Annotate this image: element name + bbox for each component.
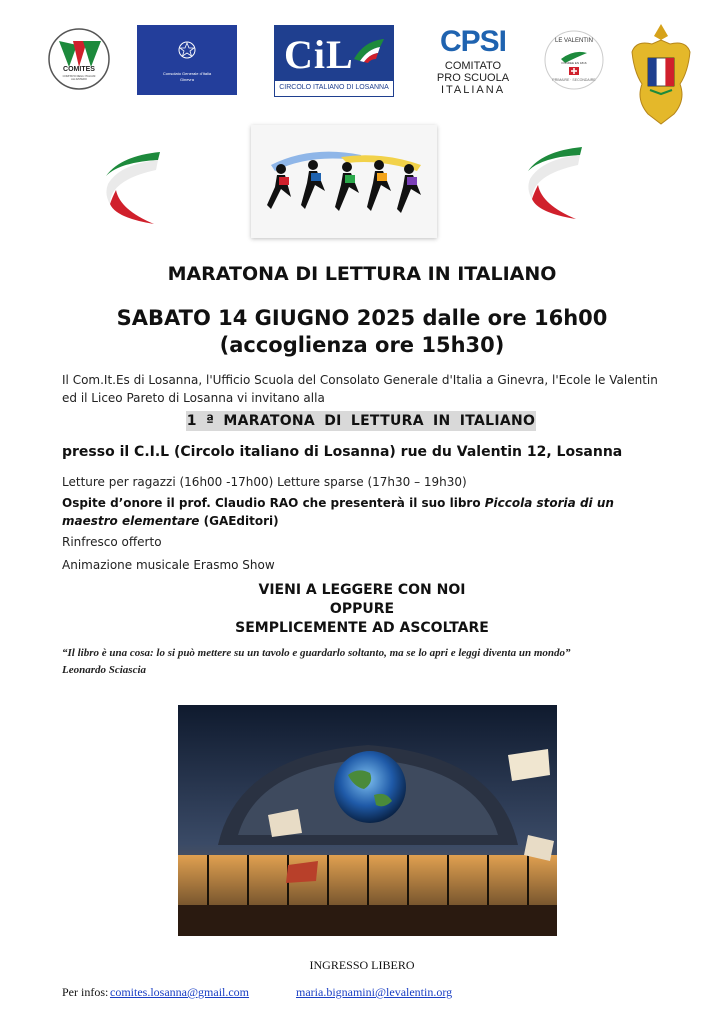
call-line3: SEMPLICEMENTE AD ASCOLTARE — [235, 620, 489, 636]
auditorium-globe-icon — [178, 705, 557, 936]
event-banner-text: 1 ª MARATONA DI LETTURA IN ITALIANO — [186, 413, 536, 429]
cpsi-logo — [433, 25, 513, 99]
cpsi-big: CPSI — [439, 25, 507, 58]
comites-label: COMITES — [63, 66, 95, 73]
italian-flag-icon — [352, 37, 386, 63]
entry-text: INGRESSO LIBERO — [309, 958, 415, 972]
consolato-line1: Consolato Generale d'Italia — [162, 71, 212, 76]
event-banner — [186, 411, 536, 431]
cpsi-line3: ITALIANA — [440, 84, 506, 96]
coat-of-arms-icon — [628, 22, 694, 126]
valentin-bottom: PRIMAIRE · SECONDAIRE — [552, 78, 596, 82]
cil-logo — [274, 25, 394, 97]
guest-book: Piccola storia di un maestro elementare — [62, 496, 614, 528]
coat-of-arms-logo — [628, 22, 694, 126]
call-line1: VIENI A LEGGERE CON NOI — [258, 582, 466, 598]
consolato-logo — [137, 25, 237, 95]
valentin-logo — [543, 29, 605, 91]
runners-icon — [251, 125, 437, 238]
comites-emblem-icon — [47, 27, 111, 91]
guest-pre: Ospite d’onore il prof. Claudio RAO che presenterà il suo libro — [62, 496, 485, 510]
cil-sub: CIRCOLO ITALIANO DI LOSANNA — [279, 84, 389, 91]
readings-text: Letture per ragazzi (16h00 -17h00) Letture sparse (17h30 – 19h30) — [62, 475, 467, 489]
tricolor-ribbon-left-icon — [100, 150, 164, 226]
cpsi-line1: COMITATO — [444, 60, 502, 72]
comites-logo — [47, 27, 111, 91]
email-comites-link[interactable]: comites.losanna@gmail.com — [110, 985, 250, 999]
cpsi-line2: PRO SCUOLA — [436, 72, 510, 84]
date-line: SABATO 14 GIUGNO 2025 dalle ore 16h00 — [116, 306, 608, 330]
guest-text — [62, 494, 642, 530]
venue-text: presso il C.I.L (Circolo italiano di Losanna) rue du Valentin 12, Losanna — [62, 444, 623, 460]
cil-big: CiL — [284, 32, 354, 77]
guest-post: (GAEditori) — [199, 514, 279, 528]
comites-sub: COMITATO DEGLI ITALIANI ALL'ESTERO — [62, 75, 96, 81]
email-valentin-link[interactable]: maria.bignamini@levalentin.org — [296, 985, 453, 999]
tricolor-ribbon-right-icon — [522, 145, 586, 221]
quote-author: Leonardo Sciascia — [62, 664, 147, 676]
call-line2: OPPURE — [329, 601, 395, 617]
music-text: Animazione musicale Erasmo Show — [62, 558, 275, 572]
republic-emblem-icon — [176, 39, 198, 61]
auditorium-image — [178, 705, 557, 936]
valentin-mid: FONDEE EN 1816 — [561, 61, 587, 65]
intro-text: Il Com.It.Es di Losanna, l'Ufficio Scuola del Consolato Generale d'Italia a Ginevra, l'Ecole le Valentin ed il Liceo Pareto di Losanna vi invitano alla — [62, 373, 658, 405]
footer-label: Per infos: — [62, 985, 109, 999]
runners-image — [251, 125, 437, 238]
valentin-top: LE VALENTIN — [555, 38, 593, 44]
consolato-line2: Ginevra — [179, 77, 194, 82]
page-title: MARATONA DI LETTURA IN ITALIANO — [167, 263, 557, 285]
quote-text: “Il libro è una cosa: lo si può mettere su un tavolo e guardarlo soltanto, ma se lo apri e leggi diventa un mondo” — [62, 647, 571, 659]
refreshment-text: Rinfresco offerto — [62, 535, 162, 549]
welcome-line: (accoglienza ore 15h30) — [219, 333, 505, 357]
